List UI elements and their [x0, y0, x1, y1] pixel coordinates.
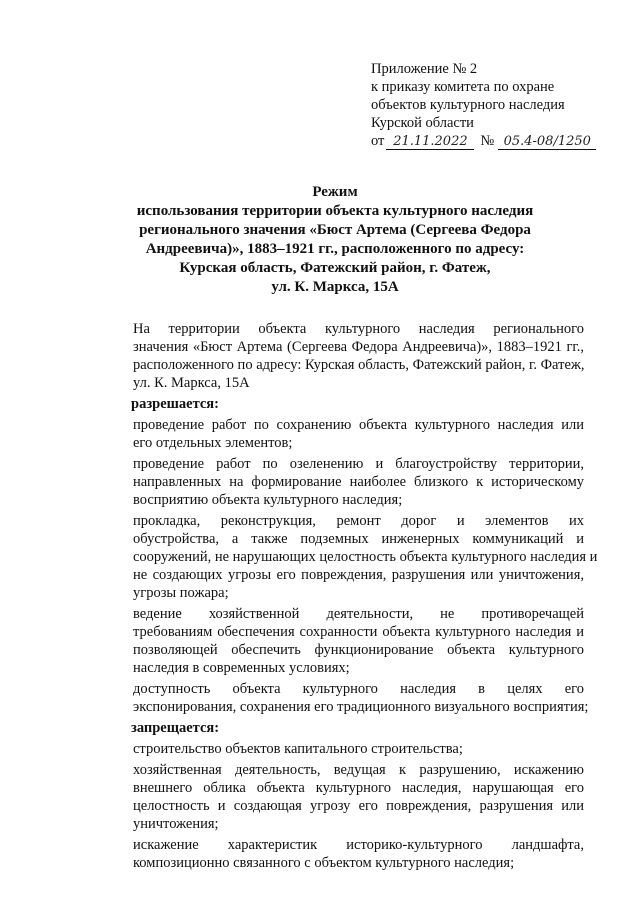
- text-line: обустройства, а также подземных инженерных коммуникаций и: [133, 531, 584, 547]
- text-line: экспонирования, сохранения его традиционного визуального восприятия;: [133, 699, 589, 715]
- text-line: ул. К. Маркса, 15А: [133, 375, 250, 391]
- text-line: наследия в современных условиях;: [133, 660, 350, 676]
- allowed-item: [93, 512, 598, 602]
- text-line: прокладка, реконструкция, ремонт дорог и элементов их: [133, 513, 584, 529]
- document-body: [93, 320, 598, 875]
- text-line: целостность и создающая угрозу его повреждения, разрушения или: [133, 798, 584, 814]
- text-line: искажение характеристик историко-культурного ландшафта,: [133, 837, 584, 853]
- text-line: сооружений, не нарушающих целостность объекта культурного наследия и: [133, 549, 598, 565]
- intro-paragraph: [93, 320, 584, 392]
- number-label: №: [480, 133, 495, 149]
- appendix-order-ref: к приказу комитета по охране: [371, 79, 555, 95]
- text-line: хозяйственная деятельность, ведущая к разрушению, искажению: [133, 762, 584, 778]
- title-line: регионального значения «Бюст Артема (Сергеева Федора: [139, 222, 531, 238]
- forbidden-item: [93, 836, 584, 872]
- text-line: уничтожения;: [133, 816, 219, 832]
- allowed-item: [93, 680, 589, 716]
- text-line: На территории объекта культурного наследия регионального: [133, 321, 584, 337]
- appendix-region: Курской области: [371, 115, 474, 131]
- text-line: направленных на формирование наиболее близкого к историческому: [133, 474, 584, 490]
- order-date-number: [371, 132, 631, 150]
- handwritten-date: 21.11.2022: [386, 134, 474, 150]
- text-line: восприятию объекта культурного наследия;: [133, 492, 403, 508]
- text-line: угрозы пожара;: [133, 585, 229, 601]
- text-line: позволяющей обеспечить функционирование объекта культурного: [133, 642, 584, 658]
- appendix-committee: объектов культурного наследия: [371, 97, 565, 113]
- title-line: ул. К. Маркса, 15А: [271, 279, 399, 295]
- allowed-item: [93, 605, 584, 677]
- allowed-item: [93, 416, 584, 452]
- title-line: Андреевича)», 1883–1921 гг., расположенного по адресу:: [145, 241, 525, 257]
- allowed-heading: разрешается:: [131, 396, 219, 412]
- appendix-block: [371, 60, 631, 150]
- document-title: [110, 183, 560, 297]
- text-line: проведение работ по озеленению и благоустройству территории,: [133, 456, 584, 472]
- forbidden-heading: запрещается:: [131, 720, 220, 736]
- text-line: требованиям обеспечения сохранности объекта культурного наследия и: [133, 624, 584, 640]
- from-label: от: [371, 133, 385, 149]
- text-line: композиционно связанного с объектом культурного наследия;: [133, 855, 515, 871]
- text-line: не создающих угрозы его повреждения, разрушения или уничтожения,: [133, 567, 584, 583]
- appendix-number: Приложение № 2: [371, 61, 478, 77]
- handwritten-number: 05.4-08/1250: [498, 134, 596, 150]
- title-line: Курская область, Фатежский район, г. Фатеж,: [179, 260, 491, 276]
- forbidden-item: [93, 761, 584, 833]
- text-line: проведение работ по сохранению объекта культурного наследия или: [133, 417, 584, 433]
- text-line: доступность объекта культурного наследия в целях его: [133, 681, 584, 697]
- title-line: использования территории объекта культурного наследия: [136, 203, 534, 219]
- allowed-item: [93, 455, 584, 509]
- text-line: расположенного по адресу: Курская область, Фатежский район, г. Фатеж,: [133, 357, 585, 373]
- text-line: строительство объектов капитального строительства;: [133, 741, 463, 757]
- text-line: значения «Бюст Артема (Сергеева Федора Андреевича)», 1883–1921 гг.,: [133, 339, 584, 355]
- text-line: ведение хозяйственной деятельности, не противоречащей: [133, 606, 584, 622]
- text-line: его отдельных элементов;: [133, 435, 293, 451]
- text-line: внешнего облика объекта культурного наследия, нарушающая его: [133, 780, 584, 796]
- forbidden-item: [93, 740, 584, 758]
- title-line: Режим: [312, 184, 358, 200]
